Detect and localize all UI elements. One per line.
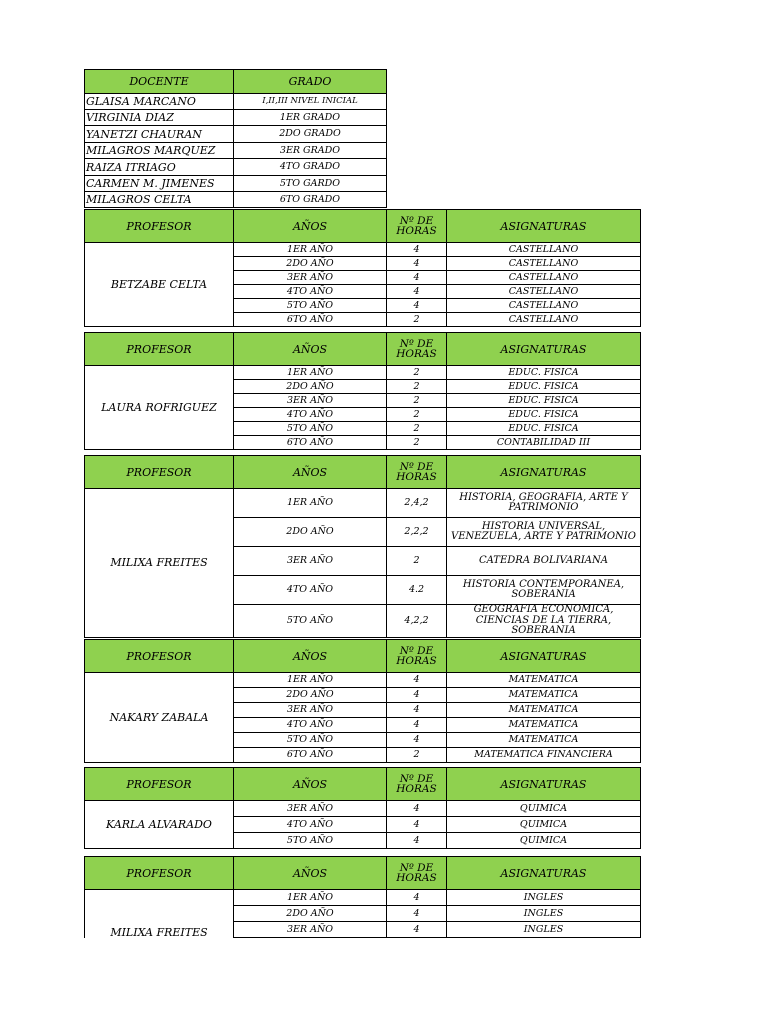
profesor-table: [84, 455, 641, 638]
grado-value: 1ER GRADO: [234, 110, 387, 126]
horas-cell: 4: [387, 733, 447, 748]
grado-value: 6TO GRADO: [234, 192, 387, 208]
table-row: [85, 489, 641, 518]
asignatura-cell: INGLES: [447, 890, 641, 906]
grado-header: GRADO: [234, 70, 387, 94]
profesor-table: [84, 332, 641, 450]
horas-cell: 4: [387, 833, 447, 849]
asignatura-cell: MATEMATICA: [447, 733, 641, 748]
profesor-header: PROFESOR: [85, 456, 234, 489]
ano-cell: 4TO AÑO: [234, 718, 387, 733]
profesor-header: PROFESOR: [85, 857, 234, 890]
asignatura-cell: EDUC. FISICA: [447, 394, 641, 408]
profesor-header: PROFESOR: [85, 768, 234, 801]
profesor-header: PROFESOR: [85, 640, 234, 673]
ano-cell: 1ER AÑO: [234, 890, 387, 906]
ano-cell: 4TO AÑO: [234, 576, 387, 605]
grado-value: 3ER GRADO: [234, 143, 387, 159]
asignatura-cell: CASTELLANO: [447, 313, 641, 327]
horas-cell: 2: [387, 436, 447, 450]
ano-cell: 3ER AÑO: [234, 271, 387, 285]
ano-cell: 3ER AÑO: [234, 703, 387, 718]
horas-cell: 2: [387, 394, 447, 408]
horas-cell: 4: [387, 922, 447, 938]
ano-cell: 5TO AÑO: [234, 833, 387, 849]
docente-name: YANETZI CHAURAN: [85, 126, 234, 143]
docente-row: [85, 159, 387, 176]
asignatura-cell: QUIMICA: [447, 833, 641, 849]
ano-cell: 3ER AÑO: [234, 394, 387, 408]
ano-cell: 6TO AÑO: [234, 436, 387, 450]
asignatura-cell: QUIMICA: [447, 801, 641, 817]
asignaturas-header: ASIGNATURAS: [447, 210, 641, 243]
grado-value: 2DO GRADO: [234, 126, 387, 143]
profesor-table: [84, 767, 641, 849]
anos-header: AÑOS: [234, 333, 387, 366]
asignatura-cell: HISTORIA, GEOGRAFIA, ARTE Y PATRIMONIO: [447, 489, 641, 518]
asignatura-cell: EDUC. FISICA: [447, 366, 641, 380]
docente-header-row: [85, 70, 387, 94]
docente-row: [85, 126, 387, 143]
ano-cell: 5TO AÑO: [234, 422, 387, 436]
table-row: [85, 801, 641, 817]
horas-cell: 2,2,2: [387, 518, 447, 547]
ano-cell: 3ER AÑO: [234, 801, 387, 817]
asignatura-cell: EDUC. FISICA: [447, 380, 641, 394]
profesor-header-row: [85, 333, 641, 366]
horas-cell: 2: [387, 748, 447, 763]
ano-cell: 1ER AÑO: [234, 366, 387, 380]
profesor-header-row: [85, 210, 641, 243]
horas-cell: 4: [387, 673, 447, 688]
ano-cell: 1ER AÑO: [234, 489, 387, 518]
asignaturas-header: ASIGNATURAS: [447, 640, 641, 673]
horas-cell: 4: [387, 688, 447, 703]
horas-header: Nº DE HORAS: [387, 456, 447, 489]
asignaturas-header: ASIGNATURAS: [447, 768, 641, 801]
asignaturas-header: ASIGNATURAS: [447, 857, 641, 890]
docente-row: [85, 192, 387, 208]
docente-name: GLAISA MARCANO: [85, 94, 234, 110]
ano-cell: 2DO AÑO: [234, 906, 387, 922]
docente-name: VIRGINIA DIAZ: [85, 110, 234, 126]
horas-header: Nº DE HORAS: [387, 333, 447, 366]
horas-header: Nº DE HORAS: [387, 210, 447, 243]
table-row: [85, 890, 641, 906]
ano-cell: 5TO AÑO: [234, 605, 387, 638]
asignatura-cell: EDUC. FISICA: [447, 422, 641, 436]
asignatura-cell: MATEMATICA: [447, 673, 641, 688]
asignatura-cell: MATEMATICA: [447, 688, 641, 703]
docente-table: [84, 69, 387, 208]
ano-cell: 2DO AÑO: [234, 257, 387, 271]
profesor-name: LAURA ROFRIGUEZ: [85, 366, 234, 450]
asignatura-cell: MATEMATICA: [447, 718, 641, 733]
anos-header: AÑOS: [234, 857, 387, 890]
ano-cell: 3ER AÑO: [234, 922, 387, 938]
horas-cell: 2: [387, 422, 447, 436]
docente-name: RAIZA ITRIAGO: [85, 159, 234, 176]
asignatura-cell: GEOGRAFIA ECONOMICA, CIENCIAS DE LA TIERRA, SOBERANIA: [447, 605, 641, 638]
asignaturas-header: ASIGNATURAS: [447, 456, 641, 489]
ano-cell: 1ER AÑO: [234, 673, 387, 688]
docente-name: CARMEN M. JIMENES: [85, 176, 234, 192]
horas-cell: 2: [387, 380, 447, 394]
profesor-table: [84, 856, 641, 938]
table-row: [85, 673, 641, 688]
asignatura-cell: MATEMATICA FINANCIERA: [447, 748, 641, 763]
horas-cell: 4: [387, 890, 447, 906]
ano-cell: 2DO AÑO: [234, 380, 387, 394]
horas-header: Nº DE HORAS: [387, 857, 447, 890]
ano-cell: 5TO AÑO: [234, 299, 387, 313]
docente-header: DOCENTE: [85, 70, 234, 94]
docente-name: MILAGROS CELTA: [85, 192, 234, 208]
profesor-header-row: [85, 456, 641, 489]
ano-cell: 4TO AÑO: [234, 817, 387, 833]
profesor-table: [84, 639, 641, 763]
asignatura-cell: HISTORIA UNIVERSAL, VENEZUELA, ARTE Y PATRIMONIO: [447, 518, 641, 547]
asignatura-cell: CASTELLANO: [447, 243, 641, 257]
horas-cell: 4: [387, 801, 447, 817]
ano-cell: 2DO AÑO: [234, 688, 387, 703]
ano-cell: 3ER AÑO: [234, 547, 387, 576]
profesor-header: PROFESOR: [85, 210, 234, 243]
profesor-header-row: [85, 640, 641, 673]
horas-cell: 2: [387, 547, 447, 576]
anos-header: AÑOS: [234, 768, 387, 801]
horas-cell: 4: [387, 703, 447, 718]
asignatura-cell: HISTORIA CONTEMPORANEA, SOBERANIA: [447, 576, 641, 605]
docente-row: [85, 94, 387, 110]
horas-cell: 4: [387, 817, 447, 833]
grado-value: 5TO GARDO: [234, 176, 387, 192]
ano-cell: 5TO AÑO: [234, 733, 387, 748]
anos-header: AÑOS: [234, 456, 387, 489]
anos-header: AÑOS: [234, 640, 387, 673]
grado-value: I,II,III NIVEL INICIAL: [234, 94, 387, 110]
docente-row: [85, 110, 387, 126]
horas-cell: 4: [387, 271, 447, 285]
ano-cell: 4TO AÑO: [234, 408, 387, 422]
profesor-table: [84, 209, 641, 327]
horas-cell: 2: [387, 408, 447, 422]
docente-name: MILAGROS MARQUEZ: [85, 143, 234, 159]
profesor-header: PROFESOR: [85, 333, 234, 366]
horas-cell: 4: [387, 243, 447, 257]
asignatura-cell: INGLES: [447, 922, 641, 938]
asignatura-cell: QUIMICA: [447, 817, 641, 833]
profesor-name: NAKARY ZABALA: [85, 673, 234, 763]
asignatura-cell: EDUC. FISICA: [447, 408, 641, 422]
asignatura-cell: CATEDRA BOLIVARIANA: [447, 547, 641, 576]
ano-cell: 1ER AÑO: [234, 243, 387, 257]
anos-header: AÑOS: [234, 210, 387, 243]
asignatura-cell: CASTELLANO: [447, 299, 641, 313]
horas-header: Nº DE HORAS: [387, 640, 447, 673]
asignatura-cell: CASTELLANO: [447, 285, 641, 299]
horas-cell: 2,4,2: [387, 489, 447, 518]
ano-cell: 6TO AÑO: [234, 313, 387, 327]
ano-cell: 6TO AÑO: [234, 748, 387, 763]
ano-cell: 2DO AÑO: [234, 518, 387, 547]
horas-cell: 4.2: [387, 576, 447, 605]
horas-cell: 2: [387, 366, 447, 380]
profesor-header-row: [85, 857, 641, 890]
table-row: [85, 243, 641, 257]
asignatura-cell: CASTELLANO: [447, 271, 641, 285]
profesor-name: MILIXA FREITES: [85, 489, 234, 638]
horas-cell: 4: [387, 906, 447, 922]
horas-header: Nº DE HORAS: [387, 768, 447, 801]
docente-row: [85, 176, 387, 192]
profesor-name: KARLA ALVARADO: [85, 801, 234, 849]
asignatura-cell: INGLES: [447, 906, 641, 922]
docente-row: [85, 143, 387, 159]
horas-cell: 4,2,2: [387, 605, 447, 638]
horas-cell: 2: [387, 313, 447, 327]
horas-cell: 4: [387, 718, 447, 733]
grado-value: 4TO GRADO: [234, 159, 387, 176]
table-row: [85, 366, 641, 380]
horas-cell: 4: [387, 299, 447, 313]
profesor-header-row: [85, 768, 641, 801]
profesor-name: BETZABE CELTA: [85, 243, 234, 327]
asignatura-cell: CASTELLANO: [447, 257, 641, 271]
horas-cell: 4: [387, 257, 447, 271]
asignatura-cell: CONTABILIDAD III: [447, 436, 641, 450]
horas-cell: 4: [387, 285, 447, 299]
asignatura-cell: MATEMATICA: [447, 703, 641, 718]
asignaturas-header: ASIGNATURAS: [447, 333, 641, 366]
profesor-name: MILIXA FREITES: [85, 890, 234, 938]
ano-cell: 4TO AÑO: [234, 285, 387, 299]
